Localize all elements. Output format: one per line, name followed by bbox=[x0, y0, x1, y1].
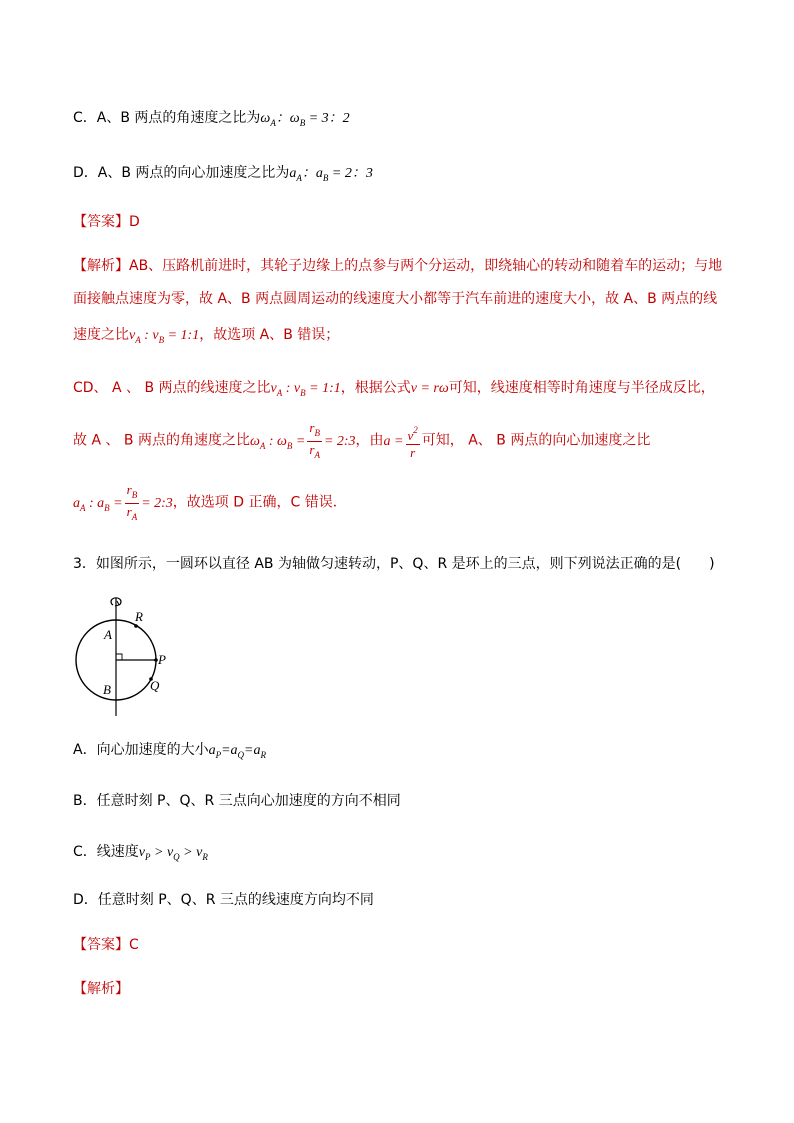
q2-option-d-text: D．A、B 两点的向心加速度之比为 bbox=[73, 165, 290, 181]
q2-analysis-l4-pre: CD、 A 、 B 两点的线速度之比 bbox=[73, 380, 271, 396]
q2-analysis-l5-mid: ，由 bbox=[355, 432, 384, 449]
label-q: Q bbox=[150, 678, 160, 693]
q2-analysis-l3-post: ，故选项 A、B 错误； bbox=[199, 327, 340, 343]
q3-option-c-formula: $v_P > v_Q > v_R$ bbox=[138, 845, 208, 862]
q3-answer: 【答案】C bbox=[73, 937, 139, 953]
q3-option-a bbox=[73, 740, 266, 765]
q2-analysis-l4-mid: ，根据公式 bbox=[340, 380, 411, 396]
q3-option-c-text: C．线速度 bbox=[73, 844, 139, 860]
q2-option-c-text: C．A、B 两点的角速度之比为 bbox=[73, 110, 261, 126]
q2-analysis-line-2: 面接触点速度为零，故 A、B 两点圆周运动的线速度大小都等于汽车前进的速度大小，故 A、B 两点的线 bbox=[73, 291, 718, 307]
q2-analysis-l3-pre: 速度之比 bbox=[73, 327, 129, 343]
q2-analysis-l6-post: ，故选项 D 正确，C 错误． bbox=[172, 494, 347, 511]
q2-analysis-label: 【解析】 bbox=[73, 258, 129, 274]
q2-analysis-text-1: AB、压路机前进时，其轮子边缘上的点参与两个分运动，即绕轴心的转动和随着车的运动；与地 bbox=[129, 258, 723, 274]
q3-stem: 3．如图所示，一圆环以直径 AB 为轴做匀速转动，P、Q、R 是环上的三点，则下列说法正确的是( ) bbox=[73, 556, 715, 572]
point-r bbox=[134, 624, 138, 628]
q3-analysis-label: 【解析】 bbox=[73, 981, 129, 997]
q2-option-d bbox=[73, 163, 373, 188]
q2-analysis-line-1 bbox=[73, 256, 722, 276]
q2-analysis-l4-post: 可知，线速度相等时角速度与半径成反比， bbox=[448, 380, 715, 396]
q2-analysis-l6-formula: $a_A$ : $a_B$ = $\frac{r_B}{r_A}$ = 2:3 bbox=[73, 482, 173, 522]
q2-analysis-line-6 bbox=[73, 482, 347, 528]
q2-analysis-l5-pre: 故 A 、 B 两点的角速度之比 bbox=[73, 432, 250, 449]
q2-answer: 【答案】D bbox=[73, 214, 140, 230]
q2-option-d-formula: $a_A$：$a_B = 2$：3 bbox=[289, 166, 373, 183]
label-a: A bbox=[104, 627, 112, 642]
label-r: R bbox=[135, 609, 143, 624]
q3-option-a-formula: $a_P=a_Q=a_R$ bbox=[208, 743, 266, 760]
q2-analysis-l5-formula2: a = $\frac{v^2}{r}$ bbox=[384, 434, 422, 449]
q3-option-b: B．任意时刻 P、Q、R 三点向心加速度的方向不相同 bbox=[73, 793, 401, 809]
label-b: B bbox=[103, 682, 111, 697]
q2-option-c-formula: $\omega_A$：$\omega_B = 3$：2 bbox=[260, 111, 350, 128]
q2-analysis-l3-formula: $v_A$ : $v_B$ = 1:1 bbox=[129, 328, 200, 345]
q2-analysis-line-5 bbox=[73, 420, 650, 466]
q3-option-a-text: A．向心加速度的大小 bbox=[73, 742, 209, 758]
label-p: P bbox=[158, 652, 166, 667]
right-angle-mark bbox=[116, 654, 122, 660]
q3-rotating-ring-figure bbox=[72, 596, 172, 722]
q2-analysis-l5-formula: $\omega_A$ : $\omega_B$ = $\frac{r_B}{r_A}$ = 2:3 bbox=[249, 420, 356, 460]
q3-option-c bbox=[73, 842, 208, 867]
q2-analysis-line-3 bbox=[73, 325, 339, 350]
q2-analysis-l5-post: 可知， A、 B 两点的向心加速度之比 bbox=[421, 432, 651, 449]
q3-option-d: D．任意时刻 P、Q、R 三点的线速度方向均不同 bbox=[73, 892, 374, 908]
q2-analysis-l4-formula2: v = rω bbox=[410, 381, 449, 396]
ring-diagram bbox=[72, 596, 172, 718]
q2-analysis-l4-formula: $v_A$ : $v_B$ = 1:1 bbox=[270, 381, 341, 398]
q2-option-c bbox=[73, 108, 350, 133]
q2-analysis-line-4 bbox=[73, 378, 715, 403]
